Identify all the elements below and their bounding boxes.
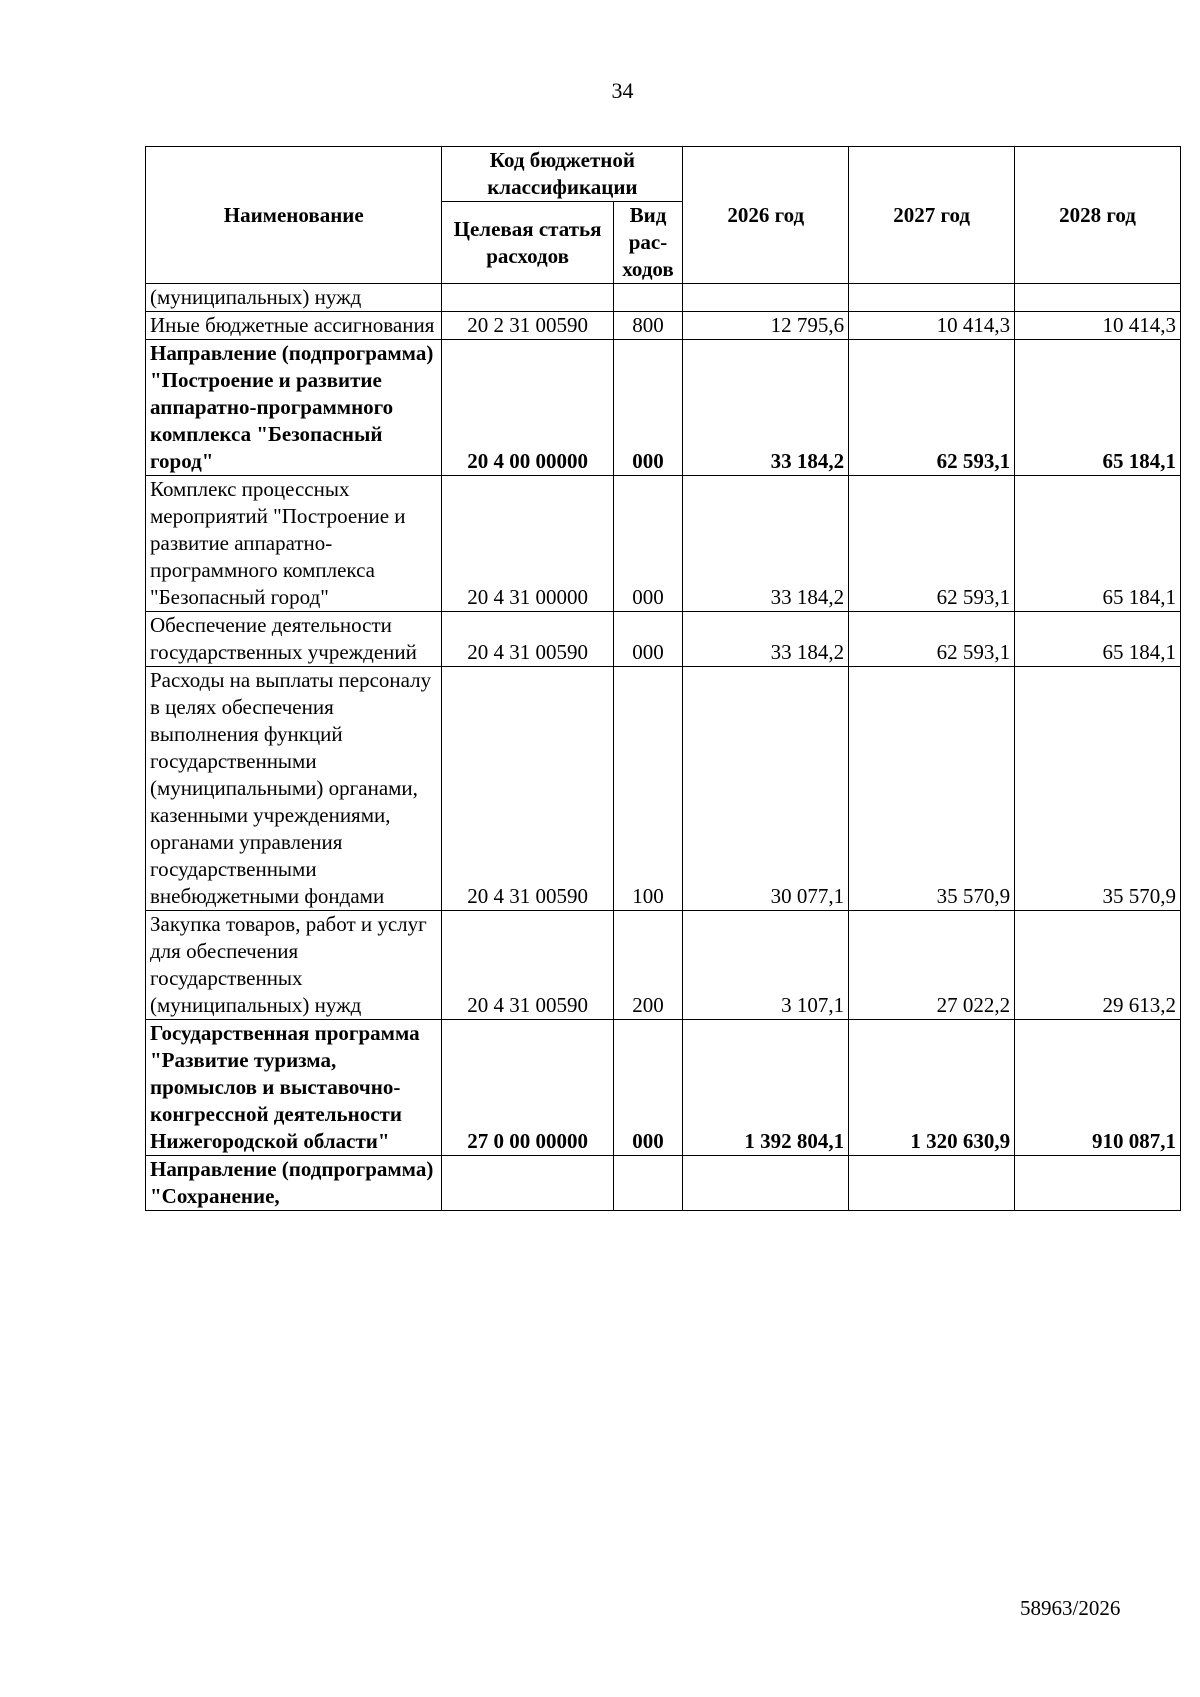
- row-name: Комплекс процессных мероприятий "Построение и развитие аппаратно-программного комплекса "Безопасный город": [146, 476, 442, 612]
- header-expense-type: Вид рас-ходов: [613, 202, 683, 284]
- document-id: 58963/2026: [1020, 1596, 1121, 1620]
- row-code: [442, 1156, 613, 1211]
- row-name: Направление (подпрограмма) "Построение и развитие аппаратно-программного комплекса "Безопасный город": [146, 340, 442, 476]
- row-code: 20 4 31 00590: [442, 667, 613, 911]
- row-value-2027: 62 593,1: [849, 340, 1015, 476]
- row-type: 000: [613, 612, 683, 667]
- row-type: 800: [613, 312, 683, 340]
- row-name: Иные бюджетные ассигнования: [146, 312, 442, 340]
- row-value-2027: 27 022,2: [849, 911, 1015, 1020]
- row-name: (муниципальных) нужд: [146, 284, 442, 312]
- row-value-2028: 10 414,3: [1015, 312, 1181, 340]
- row-type: 200: [613, 911, 683, 1020]
- row-value-2027: [849, 284, 1015, 312]
- row-value-2026: 33 184,2: [683, 340, 849, 476]
- row-code: [442, 284, 613, 312]
- row-code: 20 4 31 00000: [442, 476, 613, 612]
- table-row: [146, 911, 1181, 1020]
- row-type: [613, 1156, 683, 1211]
- row-value-2027: [849, 1156, 1015, 1211]
- row-code: 20 4 31 00590: [442, 612, 613, 667]
- row-name: Расходы на выплаты персоналу в целях обеспечения выполнения функций государственными (муниципальными) органами, казенными учреждениями, органами управления государственными внебюджетными фондами: [146, 667, 442, 911]
- row-value-2028: 29 613,2: [1015, 911, 1181, 1020]
- row-value-2026: 12 795,6: [683, 312, 849, 340]
- row-type: 100: [613, 667, 683, 911]
- row-value-2026: 30 077,1: [683, 667, 849, 911]
- table-row: [146, 476, 1181, 612]
- row-value-2028: 65 184,1: [1015, 340, 1181, 476]
- header-year-2028: 2028 год: [1015, 147, 1181, 284]
- row-value-2028: [1015, 284, 1181, 312]
- row-value-2027: 35 570,9: [849, 667, 1015, 911]
- row-value-2028: 65 184,1: [1015, 612, 1181, 667]
- row-code: 20 4 00 00000: [442, 340, 613, 476]
- row-value-2026: 33 184,2: [683, 476, 849, 612]
- row-value-2028: [1015, 1156, 1181, 1211]
- budget-table: [145, 146, 1181, 1211]
- row-value-2027: 1 320 630,9: [849, 1020, 1015, 1156]
- row-type: 000: [613, 1020, 683, 1156]
- row-code: 20 4 31 00590: [442, 911, 613, 1020]
- table-row: [146, 312, 1181, 340]
- row-value-2027: 62 593,1: [849, 476, 1015, 612]
- row-value-2028: 65 184,1: [1015, 476, 1181, 612]
- row-code: 20 2 31 00590: [442, 312, 613, 340]
- header-budget-code: Код бюджетной классификации: [442, 147, 683, 202]
- row-value-2026: 3 107,1: [683, 911, 849, 1020]
- row-type: [613, 284, 683, 312]
- row-value-2027: 62 593,1: [849, 612, 1015, 667]
- header-name: Наименование: [146, 147, 442, 284]
- table-row: [146, 284, 1181, 312]
- row-value-2028: 35 570,9: [1015, 667, 1181, 911]
- table-row: [146, 1020, 1181, 1156]
- row-value-2026: 33 184,2: [683, 612, 849, 667]
- row-value-2026: 1 392 804,1: [683, 1020, 849, 1156]
- row-value-2027: 10 414,3: [849, 312, 1015, 340]
- row-value-2026: [683, 1156, 849, 1211]
- row-value-2028: 910 087,1: [1015, 1020, 1181, 1156]
- header-year-2026: 2026 год: [683, 147, 849, 284]
- row-value-2026: [683, 284, 849, 312]
- row-name: Закупка товаров, работ и услуг для обеспечения государственных (муниципальных) нужд: [146, 911, 442, 1020]
- page-number: 34: [611, 78, 634, 103]
- row-type: 000: [613, 476, 683, 612]
- header-target-article: Целевая статья расходов: [442, 202, 613, 284]
- header-year-2027: 2027 год: [849, 147, 1015, 284]
- table-row: [146, 340, 1181, 476]
- row-name: Обеспечение деятельности государственных учреждений: [146, 612, 442, 667]
- row-code: 27 0 00 00000: [442, 1020, 613, 1156]
- table-row: [146, 1156, 1181, 1211]
- row-type: 000: [613, 340, 683, 476]
- table-row: [146, 612, 1181, 667]
- row-name: Направление (подпрограмма) "Сохранение,: [146, 1156, 442, 1211]
- table-row: [146, 667, 1181, 911]
- row-name: Государственная программа "Развитие туризма, промыслов и выставочно-конгрессной деятельности Нижегородской области": [146, 1020, 442, 1156]
